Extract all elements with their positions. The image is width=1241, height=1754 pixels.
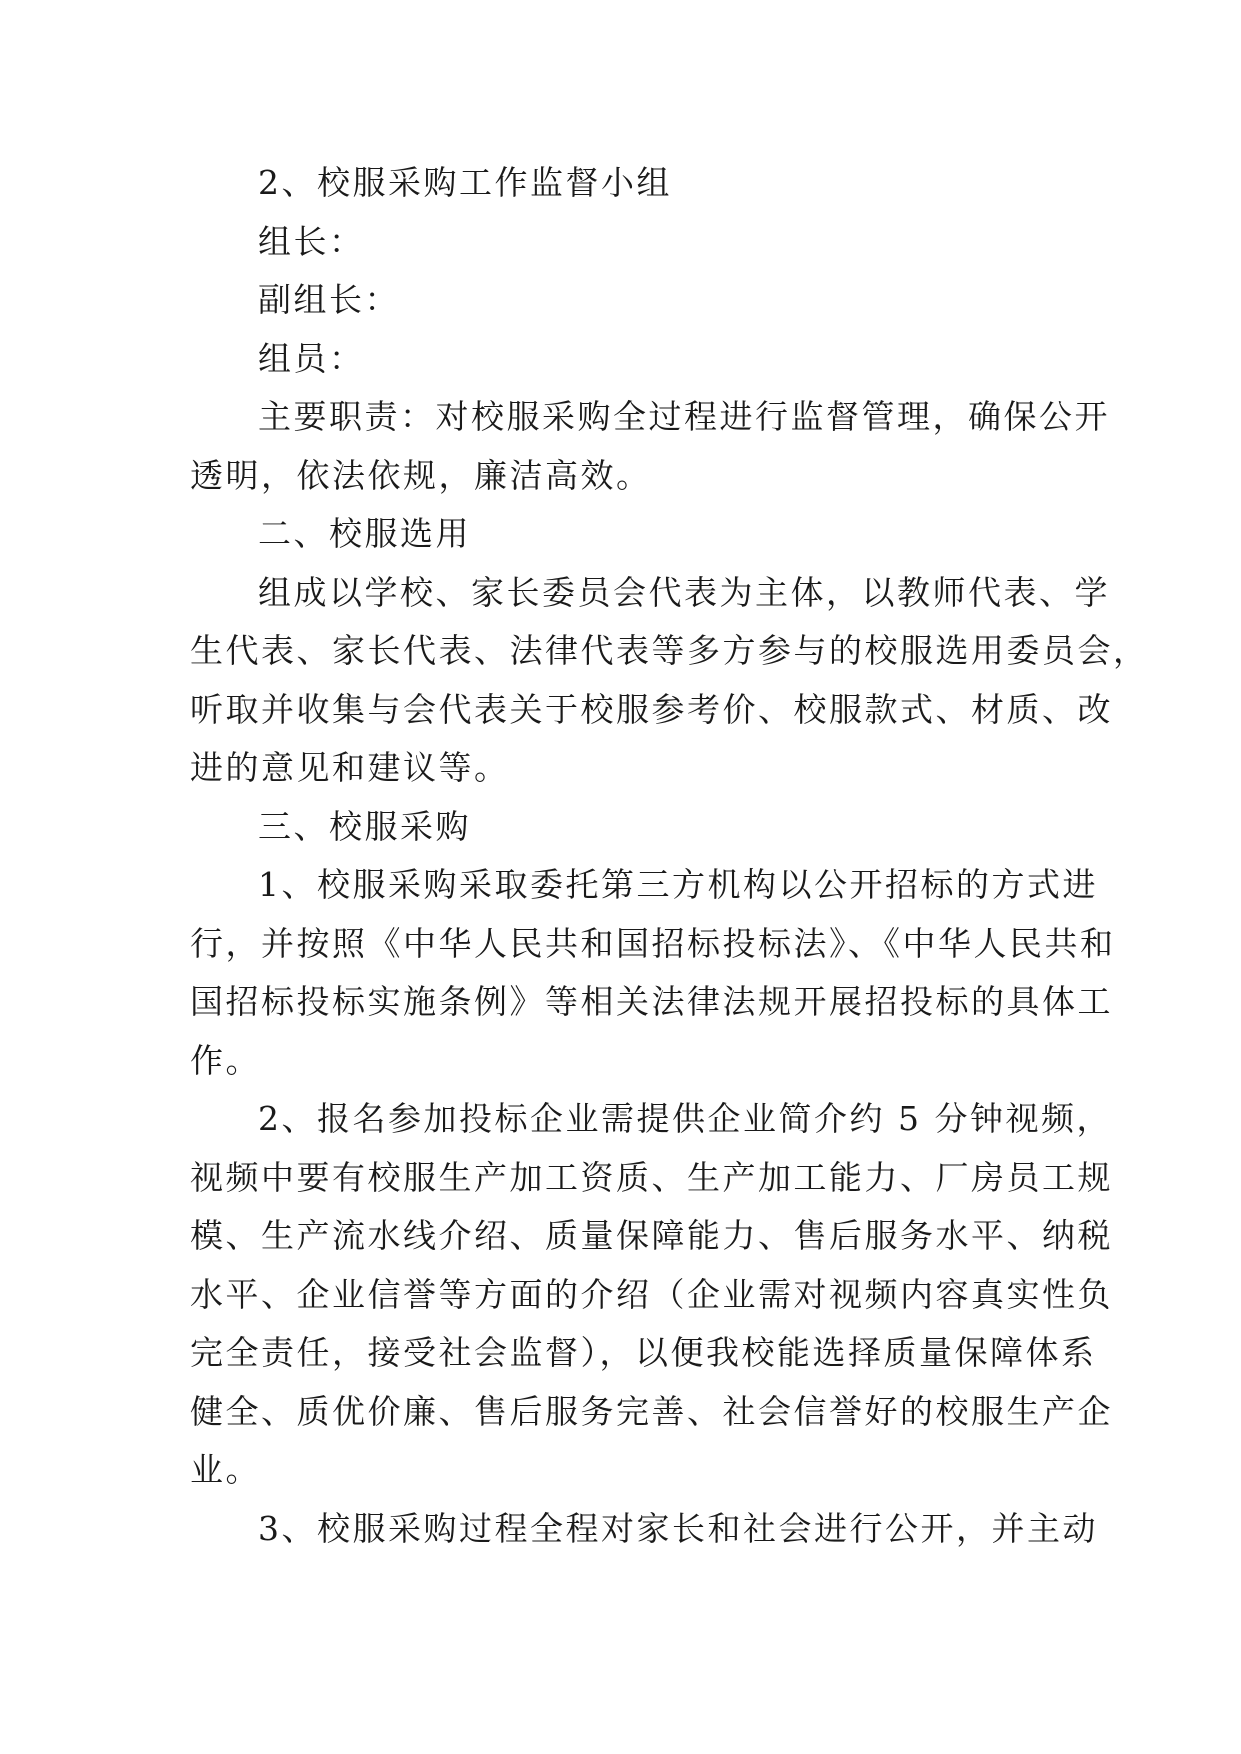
text-line: 业。 xyxy=(190,1450,261,1489)
text-line: 健全、质优价廉、售后服务完善、社会信誉好的校服生产企 xyxy=(190,1391,1113,1431)
text-line: 2、报名参加投标企业需提供企业简介约 5 分钟视频， xyxy=(258,1099,1112,1138)
text-line: 2、校服采购工作监督小组 xyxy=(258,163,672,202)
text-line: 国招标投标实施条例》等相关法律法规开展招投标的具体工 xyxy=(190,982,1113,1021)
responsibilities-paragraph xyxy=(190,388,1110,505)
procurement-item-2 xyxy=(190,1090,1113,1500)
text-line: 模、生产流水线介绍、质量保障能力、售后服务水平、纳税 xyxy=(190,1216,1113,1255)
text-line: 主要职责：对校服采购全过程进行监督管理，确保公开 xyxy=(258,397,1110,436)
section-heading-uniform-selection xyxy=(190,505,1048,564)
text-line: 行，并按照《中华人民共和国招标投标法》、《中华人民共和 xyxy=(190,923,1116,963)
text-line: 听取并收集与会代表关于校服参考价、校服款式、材质、改 xyxy=(190,689,1113,729)
procurement-item-3 xyxy=(190,1500,1098,1559)
text-line: 1、校服采购采取委托第三方机构以公开招标的方式进 xyxy=(258,865,1098,904)
text-line: 完全责任，接受社会监督），以便我校能选择质量保障体系 xyxy=(190,1333,1097,1372)
text-line: 进的意见和建议等。 xyxy=(190,748,510,787)
text-line: 三、校服采购 xyxy=(258,806,471,846)
group-leader-line xyxy=(190,213,1048,272)
members-line xyxy=(190,330,1048,389)
text-line: 组长： xyxy=(258,221,365,261)
procurement-item-1 xyxy=(190,856,1116,1090)
text-line: 二、校服选用 xyxy=(258,514,471,553)
text-line: 作。 xyxy=(190,1040,261,1080)
text-line: 生代表、家长代表、法律代表等多方参与的校服选用委员会， xyxy=(190,631,1149,670)
text-line: 组成以学校、家长委员会代表为主体，以教师代表、学 xyxy=(258,572,1110,612)
text-line: 组员： xyxy=(258,338,365,378)
selection-committee-paragraph xyxy=(190,564,1149,798)
text-line: 透明，依法依规，廉洁高效。 xyxy=(190,455,652,495)
text-line: 副组长： xyxy=(258,280,400,319)
text-line: 水平、企业信誉等方面的介绍（企业需对视频内容真实性负 xyxy=(190,1274,1113,1314)
document-page xyxy=(190,154,1149,1558)
deputy-leader-line xyxy=(190,271,1048,330)
text-line: 视频中要有校服生产加工资质、生产加工能力、厂房员工规 xyxy=(190,1157,1113,1197)
section-heading-uniform-procurement xyxy=(190,798,1048,857)
text-line: 3、校服采购过程全程对家长和社会进行公开，并主动 xyxy=(258,1508,1098,1548)
heading-supervision-group xyxy=(190,154,1048,213)
